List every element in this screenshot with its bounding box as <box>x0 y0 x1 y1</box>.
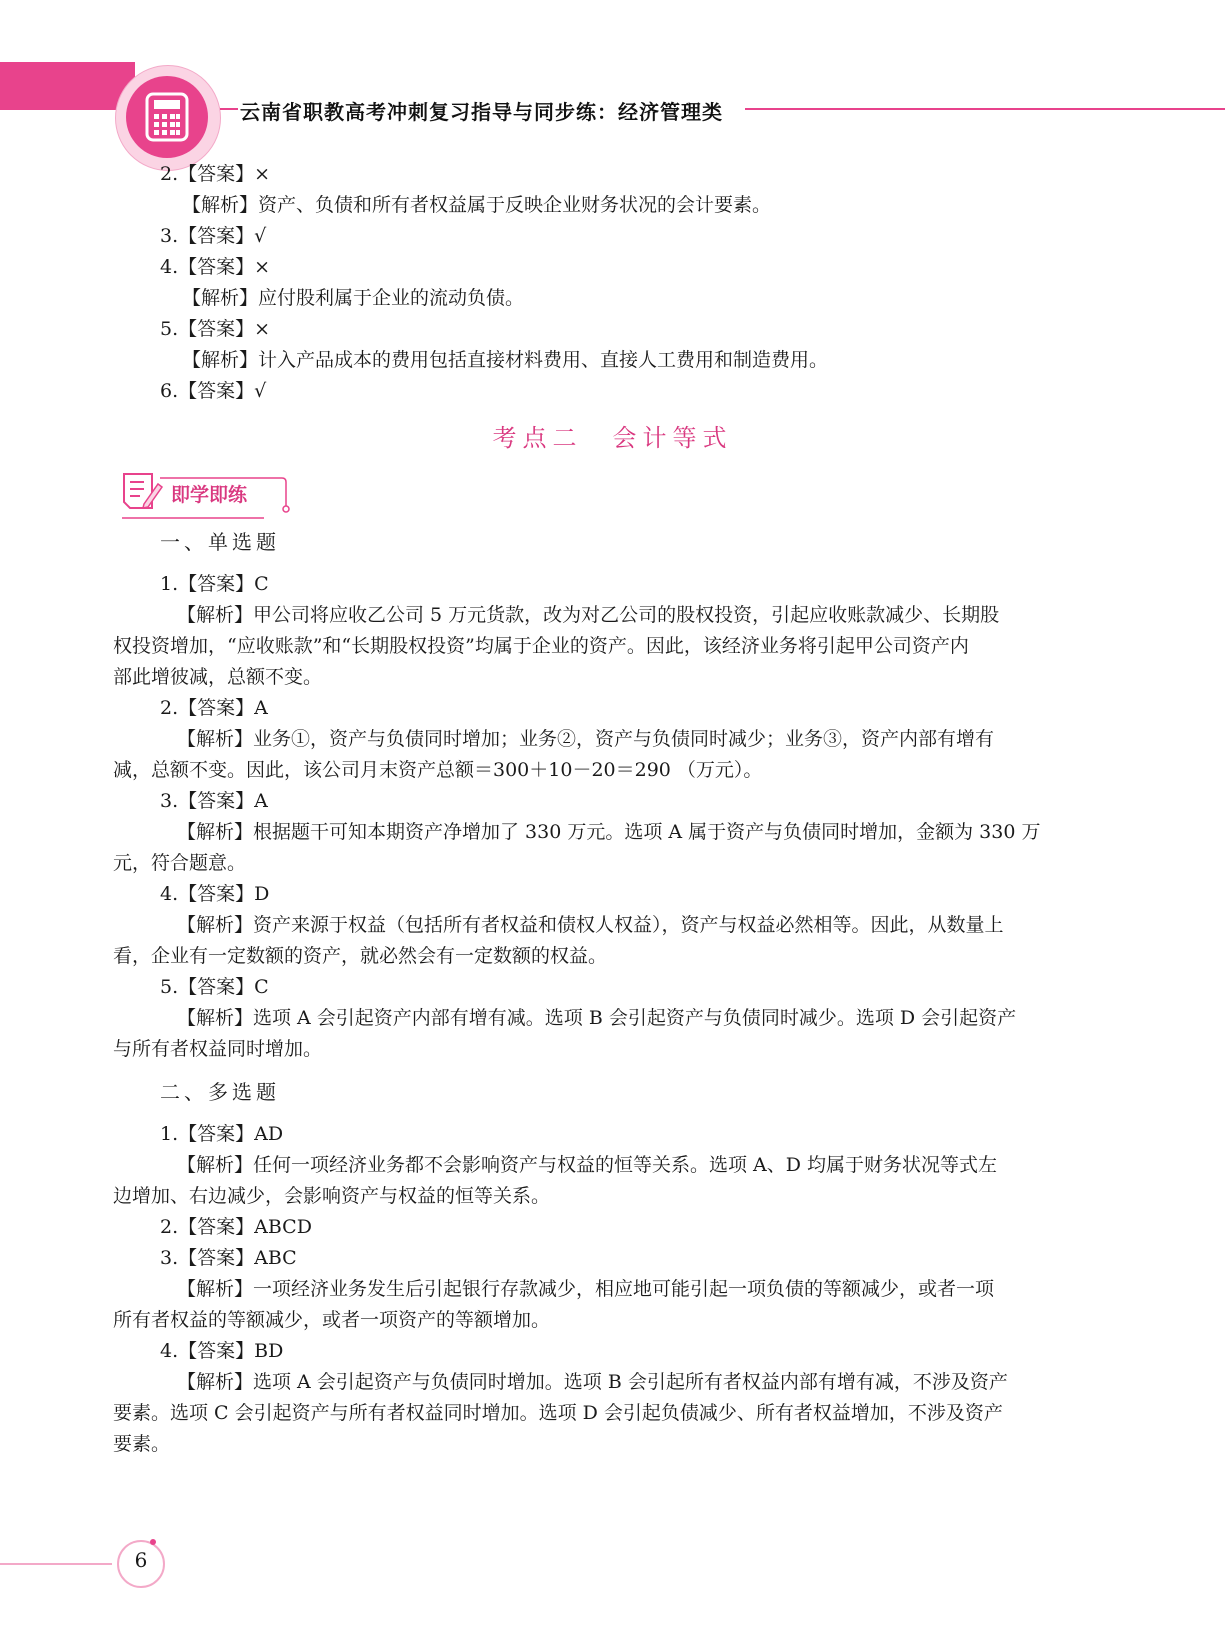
footer-rule <box>0 1563 112 1565</box>
answer-line: 5.【答案】C <box>160 976 269 998</box>
page-number-dot <box>150 1539 156 1545</box>
explanation-line: 所有者权益的等额减少，或者一项资产的等额增加。 <box>113 1309 551 1331</box>
answer-line: 6.【答案】√ <box>160 380 267 402</box>
explanation-line: 【解析】业务①，资产与负债同时增加；业务②，资产与负债同时减少；业务③，资产内部有增有 <box>177 728 995 750</box>
answer-line: 5.【答案】× <box>160 318 271 340</box>
header-tick <box>220 108 238 110</box>
page-number: 6 <box>134 1548 148 1572</box>
explanation-line: 【解析】根据题干可知本期资产净增加了 330 万元。选项 A 属于资产与负债同时增加，金额为 330 万 <box>177 821 1041 843</box>
notebook-pencil-icon <box>124 474 162 508</box>
answer-line: 4.【答案】BD <box>160 1340 284 1362</box>
explanation-line: 【解析】资产来源于权益（包括所有者权益和债权人权益），资产与权益必然相等。因此，从数量上 <box>177 914 1004 936</box>
explanation-line: 部此增彼减，总额不变。 <box>113 666 323 688</box>
explanation-line: 【解析】计入产品成本的费用包括直接材料费用、直接人工费用和制造费用。 <box>182 349 829 371</box>
explanation-line: 【解析】选项 A 会引起资产内部有增有减。选项 B 会引起资产与负债同时减少。选项 D 会引起资产 <box>177 1007 1017 1029</box>
answer-line: 3.【答案】ABC <box>160 1247 297 1269</box>
explanation-line: 要素。 <box>113 1433 171 1455</box>
topic-title: 考点二 会计等式 <box>492 424 733 452</box>
explanation-line: 【解析】选项 A 会引起资产与负债同时增加。选项 B 会引起所有者权益内部有增有减，不涉及资产 <box>177 1371 1008 1393</box>
answer-line: 4.【答案】× <box>160 256 271 278</box>
explanation-line: 元，符合题意。 <box>113 852 247 874</box>
answer-line: 2.【答案】A <box>160 697 268 719</box>
explanation-line: 与所有者权益同时增加。 <box>113 1038 323 1060</box>
answer-line: 3.【答案】√ <box>160 225 267 247</box>
answer-line: 1.【答案】AD <box>160 1123 284 1145</box>
answer-line: 1.【答案】C <box>160 573 269 595</box>
explanation-line: 【解析】任何一项经济业务都不会影响资产与权益的恒等关系。选项 A、D 均属于财务状况等式左 <box>177 1154 998 1176</box>
explanation-line: 减，总额不变。因此，该公司月末资产总额＝300＋10－20＝290 （万元）。 <box>113 759 763 781</box>
explanation-line: 【解析】应付股利属于企业的流动负债。 <box>182 287 525 309</box>
header-rule <box>745 108 1225 110</box>
badge-label: 即学即练 <box>171 484 248 506</box>
calculator-icon <box>126 76 208 158</box>
explanation-line: 看，企业有一定数额的资产，就必然会有一定数额的权益。 <box>113 945 608 967</box>
header-title: 云南省职教高考冲刺复习指导与同步练：经济管理类 <box>240 100 723 124</box>
answer-line: 2.【答案】× <box>160 163 271 185</box>
answer-line: 2.【答案】ABCD <box>160 1216 312 1238</box>
explanation-line: 要素。选项 C 会引起资产与所有者权益同时增加。选项 D 会引起负债减少、所有者权益增加，不涉及资产 <box>113 1402 1003 1424</box>
explanation-line: 边增加、右边减少，会影响资产与权益的恒等关系。 <box>113 1185 551 1207</box>
explanation-line: 权投资增加，“应收账款”和“长期股权投资”均属于企业的资产。因此，该经济业务将引起甲公司资产内 <box>113 635 969 657</box>
explanation-line: 【解析】甲公司将应收乙公司 5 万元货款，改为对乙公司的股权投资，引起应收账款减少、长期股 <box>177 604 1000 626</box>
header-band <box>0 62 135 110</box>
section-heading: 二、多选题 <box>160 1080 280 1104</box>
answer-line: 3.【答案】A <box>160 790 268 812</box>
explanation-line: 【解析】资产、负债和所有者权益属于反映企业财务状况的会计要素。 <box>182 194 772 216</box>
section-heading: 一、单选题 <box>160 530 280 554</box>
explanation-line: 【解析】一项经济业务发生后引起银行存款减少，相应地可能引起一项负债的等额减少，或者一项 <box>177 1278 995 1300</box>
answer-line: 4.【答案】D <box>160 883 270 905</box>
